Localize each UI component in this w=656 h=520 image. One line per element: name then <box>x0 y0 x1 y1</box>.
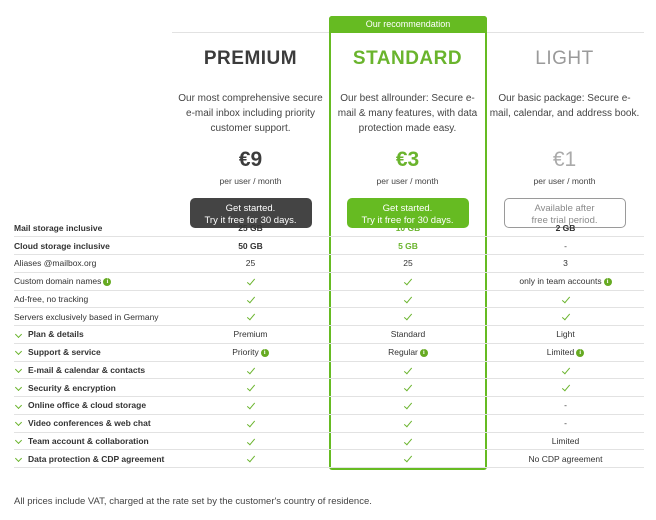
check-icon <box>404 294 412 303</box>
row-label-cell <box>14 379 172 397</box>
premium-value: Premium <box>172 326 329 344</box>
premium-value-cell <box>172 343 329 361</box>
light-value: 3 <box>487 255 644 273</box>
check-icon <box>561 294 569 303</box>
table-row <box>14 290 644 308</box>
row-label: Ad-free, no tracking <box>14 290 172 308</box>
standard-value <box>329 450 487 468</box>
button-line-1: Get started. <box>382 202 433 214</box>
plan-description: Our most comprehensive secure e-mail inbox including priority customer support. <box>178 93 323 134</box>
premium-value <box>172 272 329 290</box>
check-icon <box>246 454 254 463</box>
info-icon[interactable]: i <box>420 349 428 357</box>
expandable-row-office-cloud[interactable] <box>14 397 644 415</box>
button-line-2: Try it free for 30 days. <box>204 214 297 226</box>
check-icon <box>246 401 254 410</box>
chevron-down-icon[interactable] <box>15 419 22 426</box>
chevron-down-icon[interactable] <box>15 348 22 355</box>
check-icon <box>246 365 254 374</box>
standard-value: Standard <box>329 326 487 344</box>
standard-value <box>329 379 487 397</box>
standard-value-cell <box>329 343 487 361</box>
premium-value <box>172 379 329 397</box>
chevron-down-icon[interactable] <box>15 402 22 409</box>
check-icon <box>246 419 254 428</box>
expandable-row-team[interactable] <box>14 432 644 450</box>
light-value: Limited <box>487 432 644 450</box>
info-icon[interactable]: i <box>261 349 269 357</box>
light-value-cell <box>487 343 644 361</box>
standard-value <box>329 361 487 379</box>
plan-light <box>486 32 643 228</box>
premium-value <box>172 432 329 450</box>
light-value: 2 GB <box>487 219 644 237</box>
expandable-row-plan-details[interactable] <box>14 326 644 344</box>
expandable-row-support[interactable] <box>14 343 644 361</box>
row-label: Team account & collaboration <box>28 435 149 446</box>
chevron-down-icon[interactable] <box>15 366 22 373</box>
check-icon <box>404 365 412 374</box>
light-value: Light <box>487 326 644 344</box>
row-label-cell <box>14 272 172 290</box>
check-icon <box>404 277 412 286</box>
premium-value <box>172 290 329 308</box>
light-value <box>487 308 644 326</box>
premium-value <box>172 361 329 379</box>
pricing-footnote: All prices include VAT, charged at the rate set by the customer's country of residence. <box>14 496 372 507</box>
check-icon <box>246 312 254 321</box>
row-label: Servers exclusively based in Germany <box>14 308 172 326</box>
plan-price-unit: per user / month <box>219 176 282 186</box>
row-label: Data protection & CDP agreement <box>28 453 165 464</box>
plan-price: €9 <box>238 148 263 171</box>
light-value <box>487 379 644 397</box>
standard-value <box>329 432 487 450</box>
table-row <box>14 237 644 255</box>
standard-value <box>329 272 487 290</box>
row-label: Security & encryption <box>28 382 116 393</box>
plan-price: €3 <box>395 148 420 171</box>
plan-name: PREMIUM <box>203 48 298 69</box>
row-label: Mail storage inclusive <box>14 219 172 237</box>
info-icon[interactable]: i <box>604 278 612 286</box>
row-label: Custom domain names <box>14 276 102 287</box>
premium-value: 50 GB <box>172 237 329 255</box>
row-label: Aliases @mailbox.org <box>14 255 172 273</box>
feature-comparison-table <box>14 219 644 468</box>
row-label: Video conferences & web chat <box>28 418 151 429</box>
light-value: - <box>487 414 644 432</box>
check-icon <box>404 383 412 392</box>
check-icon <box>561 365 569 374</box>
row-label: Cloud storage inclusive <box>14 237 172 255</box>
light-value: only in team accounts <box>519 276 602 287</box>
standard-value: Regular <box>388 347 418 358</box>
standard-value <box>329 397 487 415</box>
premium-value <box>172 450 329 468</box>
button-line-1: Get started. <box>225 202 276 214</box>
row-label-cell <box>14 343 172 361</box>
button-line-1: Available after <box>534 202 595 214</box>
light-value: No CDP agreement <box>487 450 644 468</box>
info-icon[interactable]: i <box>576 349 584 357</box>
table-row <box>14 272 644 290</box>
row-label-cell <box>14 450 172 468</box>
standard-value: 5 GB <box>329 237 487 255</box>
chevron-down-icon[interactable] <box>15 437 22 444</box>
plan-price-unit: per user / month <box>376 176 439 186</box>
standard-value <box>329 308 487 326</box>
standard-value <box>329 414 487 432</box>
check-icon <box>404 419 412 428</box>
light-value <box>487 361 644 379</box>
premium-value <box>172 397 329 415</box>
chevron-down-icon[interactable] <box>15 331 22 338</box>
check-icon <box>404 436 412 445</box>
check-icon <box>246 383 254 392</box>
standard-value <box>329 290 487 308</box>
row-label: E-mail & calendar & contacts <box>28 364 146 375</box>
light-value: - <box>487 237 644 255</box>
row-label: Online office & cloud storage <box>28 400 147 411</box>
premium-value <box>172 414 329 432</box>
check-icon <box>561 383 569 392</box>
row-label-cell <box>14 326 172 344</box>
table-row <box>14 219 644 237</box>
plan-description: Our basic package: Secure e-mail, calendar, and address book. <box>489 93 640 119</box>
standard-value: 10 GB <box>329 219 487 237</box>
plan-premium <box>172 32 329 228</box>
check-icon <box>404 401 412 410</box>
expandable-row-video-chat[interactable] <box>14 414 644 432</box>
check-icon <box>246 277 254 286</box>
premium-value: 25 GB <box>172 219 329 237</box>
table-row <box>14 255 644 273</box>
light-value-cell <box>487 272 644 290</box>
check-icon <box>561 312 569 321</box>
plan-name: LIGHT <box>535 48 594 69</box>
expandable-row-email-calendar[interactable] <box>14 361 644 379</box>
table-row <box>14 308 644 326</box>
plan-price: €1 <box>552 148 577 171</box>
standard-value: 25 <box>329 255 487 273</box>
expandable-row-security[interactable] <box>14 379 644 397</box>
expandable-row-data-protection[interactable] <box>14 450 644 468</box>
premium-value: 25 <box>172 255 329 273</box>
check-icon <box>246 436 254 445</box>
info-icon[interactable]: i <box>103 278 111 286</box>
check-icon <box>404 454 412 463</box>
plan-standard <box>329 32 486 228</box>
chevron-down-icon[interactable] <box>15 455 22 462</box>
recommendation-badge: Our recommendation <box>329 16 487 33</box>
row-label: Plan & details <box>28 329 84 340</box>
row-label-cell <box>14 432 172 450</box>
plan-description: Our best allrounder: Secure e-mail & many features, with data protection made easy. <box>337 93 478 134</box>
light-value: Limited <box>546 347 575 358</box>
check-icon <box>246 294 254 303</box>
light-value: - <box>487 397 644 415</box>
plan-price-unit: per user / month <box>533 176 596 186</box>
row-label-cell <box>14 414 172 432</box>
row-label: Support & service <box>28 347 101 358</box>
button-line-2: free trial period. <box>531 214 598 226</box>
plan-name: STANDARD <box>352 48 463 69</box>
button-line-2: Try it free for 30 days. <box>361 214 454 226</box>
light-value <box>487 290 644 308</box>
check-icon <box>404 312 412 321</box>
premium-value: Priority <box>232 347 259 358</box>
chevron-down-icon[interactable] <box>15 384 22 391</box>
row-label-cell <box>14 361 172 379</box>
premium-value <box>172 308 329 326</box>
row-label-cell <box>14 397 172 415</box>
